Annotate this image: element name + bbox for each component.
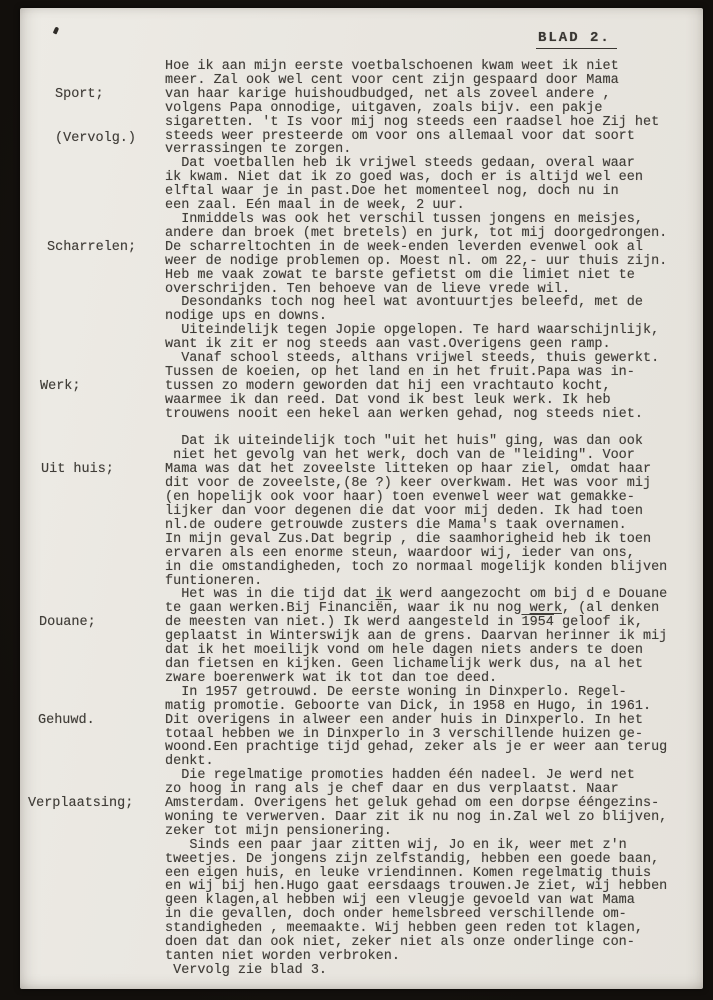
section-text: Hoe ik aan mijn eerste voetbalschoenen kwam weet ik niet meer. Zal ook wel cent voor cent zijn gespaard door Mama van haar karige huishoudbudged, net als zoveel andere , volgens Papa onnodige, uitgaven, zoals bijv. een pakje sigaretten. 't Is voor mij nog steeds een raadsel hoe Zij het steeds weer presteerde om voor ons allemaal voor dat soort verrassingen te zorgen. Dat voetballen heb ik vrijwel steeds gedaan, overal waar ik kwam. Niet dat ik zo goed was, doch er is altijd wel een elftal waar je in past.Doe het momenteel nog, doch nu in een zaal. Eén maal in de week, 2 uur. xyxy=(165,59,660,214)
section-label-column xyxy=(20,60,165,174)
section-text: In 1957 getrouwd. De eerste woning in Dinxperlo. Regel- matig promotie. Geboorte van Dick, in 1958 en Hugo, in 1961. Dit overigens in alweer een ander huis in Dinxperlo. In het totaal hebben we in Dinxperlo in 3 verschillende huizen ge- woond.Een prachtige tijd gehad, zeker als je er weer aan terug denkt. xyxy=(165,684,668,770)
section-label: Verplaatsing; xyxy=(28,796,134,812)
page-number-heading: BLAD 2. xyxy=(536,30,617,49)
section-label-column xyxy=(20,352,165,435)
section-text: Dat ik uiteindelijk toch "uit het huis" ging, was dan ook niet het gevolg van het werk, doch van de "leiding". Voor Mama was dat het zoveelste litteken op haar ziel, omdat haar dit voor de zoveelste,(8e ?) keer overkwam. Het was voor mij (en hopelijk ook voor haar) toen evenwel weer wat gemakke- lijker dan voor degenen die dat voor mij deden. Ik had toen nl.de oudere getrouwde zusters die Mama's taak overnamen. In mijn geval Zus.Dat begrip , die saamhorigheid heb ik toen ervaren als een enorme steun, waardoor wij, ieder van ons, in die omstandigheden, toch zo normaal mogelijk konden blijven funtioneren. xyxy=(165,434,668,589)
page-content xyxy=(20,8,703,978)
section xyxy=(20,686,703,769)
section-label-column xyxy=(20,213,165,296)
section-label: Uit huis; xyxy=(41,462,114,478)
section-text: Inmiddels was ook het verschil tussen jongens en meisjes, andere dan broek (met bretels) en jurk, tot mij doorgedrongen. De scharreltochten in de week-enden leverden evenwel ook al weer de nodige problemen op. Moest nl. om 22,- uur thuis zijn. Heb me vaak zowat te barste gefietst om die limiet niet te overschrijden. Ten behoeve van de lieve vrede wil. Desondanks toch nog heel wat avontuurtjes beleefd, met de nodige ups en downs. Uiteindelijk tegen Jopie opgelopen. Te hard waarschijnlijk, want ik zit er nog steeds aan vast.Overigens geen ramp. xyxy=(165,211,668,353)
section-label-column xyxy=(20,588,165,671)
section-text: Die regelmatige promoties hadden één nadeel. Je werd net zo hoog in rang als je chef daar en dus verplaatst. Naar Amsterdam. Overigens het geluk gehad om een dorpse ééngezins- woning te verwerven. Daar zit ik nu nog in.Zal wel zo blijven, zeker tot mijn pensionering. Sinds een paar jaar zitten wij, Jo en ik, weer met z'n tweetjes. De jongens zijn zelfstandig, hebben een goede baan, een eigen huis, en leuke vriendinnen. Komen regelmatig thuis en wij bij hen.Hugo gaat eersdaags trouwen.Je ziet, wij hebben geen klagen,al hebben wij een vleugje gevoeld van wat Mama in die gevallen, doch onder hemelsbreed verschillende om- standigheden , meemaakte. Wij hebben geen reden tot klagen, doen dat dan ook niet, zeker niet als onze onderlinge con- tanten niet worden verbroken. Vervolg zie blad 3. xyxy=(165,768,668,978)
section xyxy=(20,352,703,435)
section-sublabel: (Vervolg.) xyxy=(55,130,137,146)
section-label: Werk; xyxy=(40,378,81,394)
section-label: Douane; xyxy=(39,615,96,631)
typewritten-page xyxy=(20,8,703,989)
section xyxy=(20,769,703,978)
section xyxy=(20,60,703,213)
section xyxy=(20,213,703,352)
sections-list xyxy=(20,60,703,978)
section-text: Vanaf school steeds, althans vrijwel steeds, thuis gewerkt. Tussen de koeien, op het land en in het fruit.Papa was in- tussen zo modern geworden dat hij een vrachtauto kocht, waarmee ik dan reed. Dat vond ik best leuk werk. Ik heb trouwens nooit een hekel aan werken gehad, nog steeds niet. xyxy=(165,351,660,422)
section xyxy=(20,588,703,685)
section-text: Het was in die tijd dat ik werd aangezocht om bij d e Douane te gaan werken.Bij Financiën, waar ik nu nog werk, (al denken de meesten van niet.) Ik werd aangesteld in 1954 geloof ik, geplaatst in Winterswijk aan de grens. Daarvan herinner ik mij dat ik het moeilijk vond om hele dagen niets anders te doen dan fietsen en kijken. Geen lichamelijk werk dus, na al het zware boerenwerk wat ik tot dan toe deed. xyxy=(165,587,668,686)
section-label: Sport; xyxy=(55,86,104,102)
section-label-column xyxy=(20,686,165,769)
section-label: Scharrelen; xyxy=(47,239,137,255)
section xyxy=(20,435,703,588)
section-label-column xyxy=(20,435,165,518)
section-label: Gehuwd. xyxy=(38,712,95,728)
section-label-column xyxy=(20,769,165,852)
